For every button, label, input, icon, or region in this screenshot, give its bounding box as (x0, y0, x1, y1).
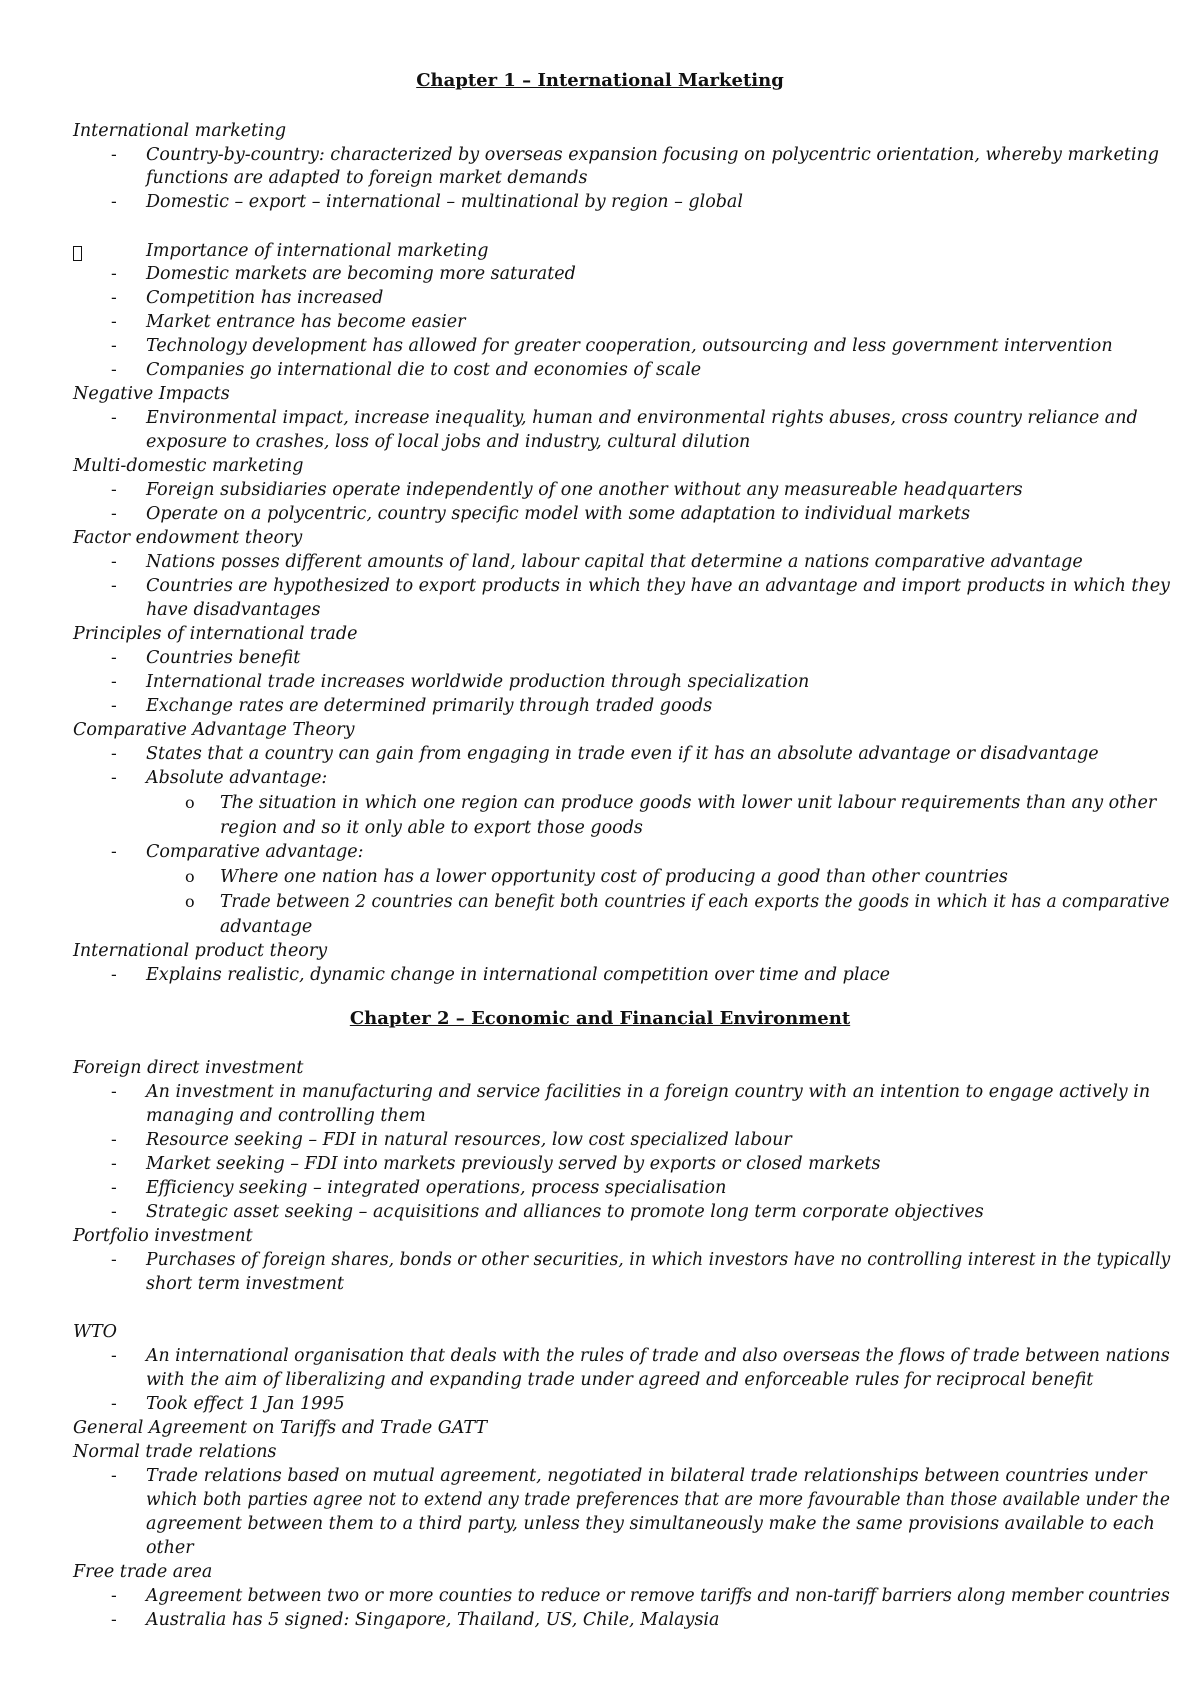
heading-multi-domestic: Multi-domestic marketing (73, 456, 304, 476)
bullet-text: Exchange rates are determined primarily through traded goods (146, 696, 713, 716)
bullet-text: Resource seeking – FDI in natural resources, low cost specialized labour (146, 1130, 792, 1150)
chapter-2-title: Chapter 2 – Economic and Financial Environment (349, 1008, 851, 1029)
bullet-text: Market entrance has become easier (146, 312, 466, 332)
bullet-dash: - (111, 842, 117, 862)
bullet-text: Countries are hypothesized to export products in which they have an advantage and import products in which they (146, 576, 1170, 596)
bullet-text: Foreign subsidiaries operate independently of one another without any measureable headquarters (146, 480, 1023, 500)
bullet-text: have disadvantages (146, 600, 321, 620)
bullet-text: Companies go international die to cost and economies of scale (146, 360, 702, 380)
heading-principles: Principles of international trade (73, 624, 358, 644)
bullet-text: which both parties agree not to extend any trade preferences that are more favourable than those available under the (146, 1490, 1170, 1510)
heading-negative-impacts: Negative Impacts (73, 384, 230, 404)
missing-glyph-icon (73, 246, 82, 261)
bullet-dash: - (111, 336, 117, 356)
bullet-dash: - (111, 264, 117, 284)
bullet-text: International trade increases worldwide production through specialization (146, 672, 810, 692)
bullet-dash: - (111, 1586, 117, 1606)
heading-free-trade: Free trade area (73, 1562, 213, 1582)
bullet-text: managing and controlling them (146, 1106, 426, 1126)
bullet-dash: - (111, 145, 117, 165)
heading-wto: WTO (73, 1322, 118, 1342)
heading-portfolio: Portfolio investment (73, 1226, 253, 1246)
bullet-text: Competition has increased (146, 288, 384, 308)
bullet-text: Agreement between two or more counties to reduce or remove tariffs and non-tariff barriers along member countries (146, 1586, 1170, 1606)
bullet-dash: - (111, 696, 117, 716)
bullet-text: Explains realistic, dynamic change in international competition over time and place (146, 965, 891, 985)
bullet-dash: - (111, 1346, 117, 1366)
heading-product-theory: International product theory (73, 941, 328, 961)
bullet-dash: - (111, 1394, 117, 1414)
bullet-text: functions are adapted to foreign market demands (146, 168, 588, 188)
bullet-dash: - (111, 1250, 117, 1270)
heading-normal-trade: Normal trade relations (73, 1442, 277, 1462)
bullet-dash: - (111, 552, 117, 572)
bullet-dash: - (111, 1178, 117, 1198)
bullet-text: Trade relations based on mutual agreement, negotiated in bilateral trade relationships between countries under (146, 1466, 1147, 1486)
bullet-dash: - (111, 1154, 117, 1174)
bullet-text: exposure to crashes, loss of local jobs and industry, cultural dilution (146, 432, 751, 452)
bullet-text: short term investment (146, 1274, 345, 1294)
heading-gatt: General Agreement on Tariffs and Trade GATT (73, 1418, 488, 1438)
bullet-dash: - (111, 192, 117, 212)
heading-international-marketing: International marketing (73, 121, 287, 141)
bullet-dash: - (111, 672, 117, 692)
bullet-dash: - (111, 360, 117, 380)
bullet-dash: - (111, 504, 117, 524)
chapter-1-title: Chapter 1 – International Marketing (416, 70, 784, 91)
bullet-text: Purchases of foreign shares, bonds or other securities, in which investors have no controlling interest in the typically (146, 1250, 1171, 1270)
bullet-dash: - (111, 648, 117, 668)
bullet-text: Domestic – export – international – multinational by region – global (146, 192, 743, 212)
sub-bullet-text: Where one nation has a lower opportunity cost of producing a good than other countries (220, 867, 1008, 887)
sub-bullet-text: region and so it only able to export those goods (220, 818, 643, 838)
heading-comparative-advantage: Comparative Advantage Theory (73, 720, 355, 740)
bullet-text: with the aim of liberalizing and expanding trade under agreed and enforceable rules for reciprocal benefit (146, 1370, 1094, 1390)
bullet-text: Nations posses different amounts of land, labour capital that determine a nations comparative advantage (146, 552, 1083, 572)
bullet-text: Country-by-country: characterized by overseas expansion focusing on polycentric orientation, whereby marketing (146, 145, 1159, 165)
bullet-text: Absolute advantage: (146, 768, 328, 788)
bullet-text: An investment in manufacturing and service facilities in a foreign country with an intention to engage actively in (146, 1082, 1151, 1102)
bullet-dash: - (111, 744, 117, 764)
bullet-text: Comparative advantage: (146, 842, 364, 862)
bullet-dash: - (111, 1130, 117, 1150)
heading-importance: Importance of international marketing (146, 241, 489, 261)
heading-factor-endowment: Factor endowment theory (73, 528, 303, 548)
bullet-text: Operate on a polycentric, country specific model with some adaptation to individual markets (146, 504, 971, 524)
sub-bullet-circle: o (185, 793, 195, 812)
bullet-dash: - (111, 312, 117, 332)
bullet-text: An international organisation that deals with the rules of trade and also overseas the flows of trade between nations (146, 1346, 1170, 1366)
bullet-text: Environmental impact, increase inequality, human and environmental rights abuses, cross country reliance and (146, 408, 1138, 428)
bullet-text: Market seeking – FDI into markets previously served by exports or closed markets (146, 1154, 881, 1174)
sub-bullet-text: advantage (220, 917, 313, 937)
heading-fdi: Foreign direct investment (73, 1058, 304, 1078)
bullet-dash: - (111, 288, 117, 308)
bullet-text: other (146, 1538, 194, 1558)
bullet-dash: - (111, 408, 117, 428)
bullet-text: States that a country can gain from engaging in trade even if it has an absolute advantage or disadvantage (146, 744, 1099, 764)
bullet-dash: - (111, 1466, 117, 1486)
bullet-dash: - (111, 768, 117, 788)
sub-bullet-text: The situation in which one region can produce goods with lower unit labour requirements than any other (220, 793, 1157, 813)
bullet-text: Technology development has allowed for greater cooperation, outsourcing and less government intervention (146, 336, 1113, 356)
bullet-dash: - (111, 1610, 117, 1630)
bullet-text: agreement between them to a third party, unless they simultaneously make the same provisions available to each (146, 1514, 1155, 1534)
bullet-dash: - (111, 965, 117, 985)
sub-bullet-text: Trade between 2 countries can benefit both countries if each exports the goods in which it has a comparative (220, 892, 1170, 912)
bullet-text: Domestic markets are becoming more saturated (146, 264, 576, 284)
bullet-text: Australia has 5 signed: Singapore, Thailand, US, Chile, Malaysia (146, 1610, 720, 1630)
bullet-text: Took effect 1 Jan 1995 (146, 1394, 345, 1414)
sub-bullet-circle: o (185, 892, 195, 911)
sub-bullet-circle: o (185, 867, 195, 886)
bullet-text: Countries benefit (146, 648, 301, 668)
bullet-dash: - (111, 1202, 117, 1222)
bullet-dash: - (111, 1082, 117, 1102)
bullet-dash: - (111, 480, 117, 500)
bullet-text: Strategic asset seeking – acquisitions and alliances to promote long term corporate objectives (146, 1202, 984, 1222)
bullet-text: Efficiency seeking – integrated operations, process specialisation (146, 1178, 727, 1198)
bullet-dash: - (111, 576, 117, 596)
